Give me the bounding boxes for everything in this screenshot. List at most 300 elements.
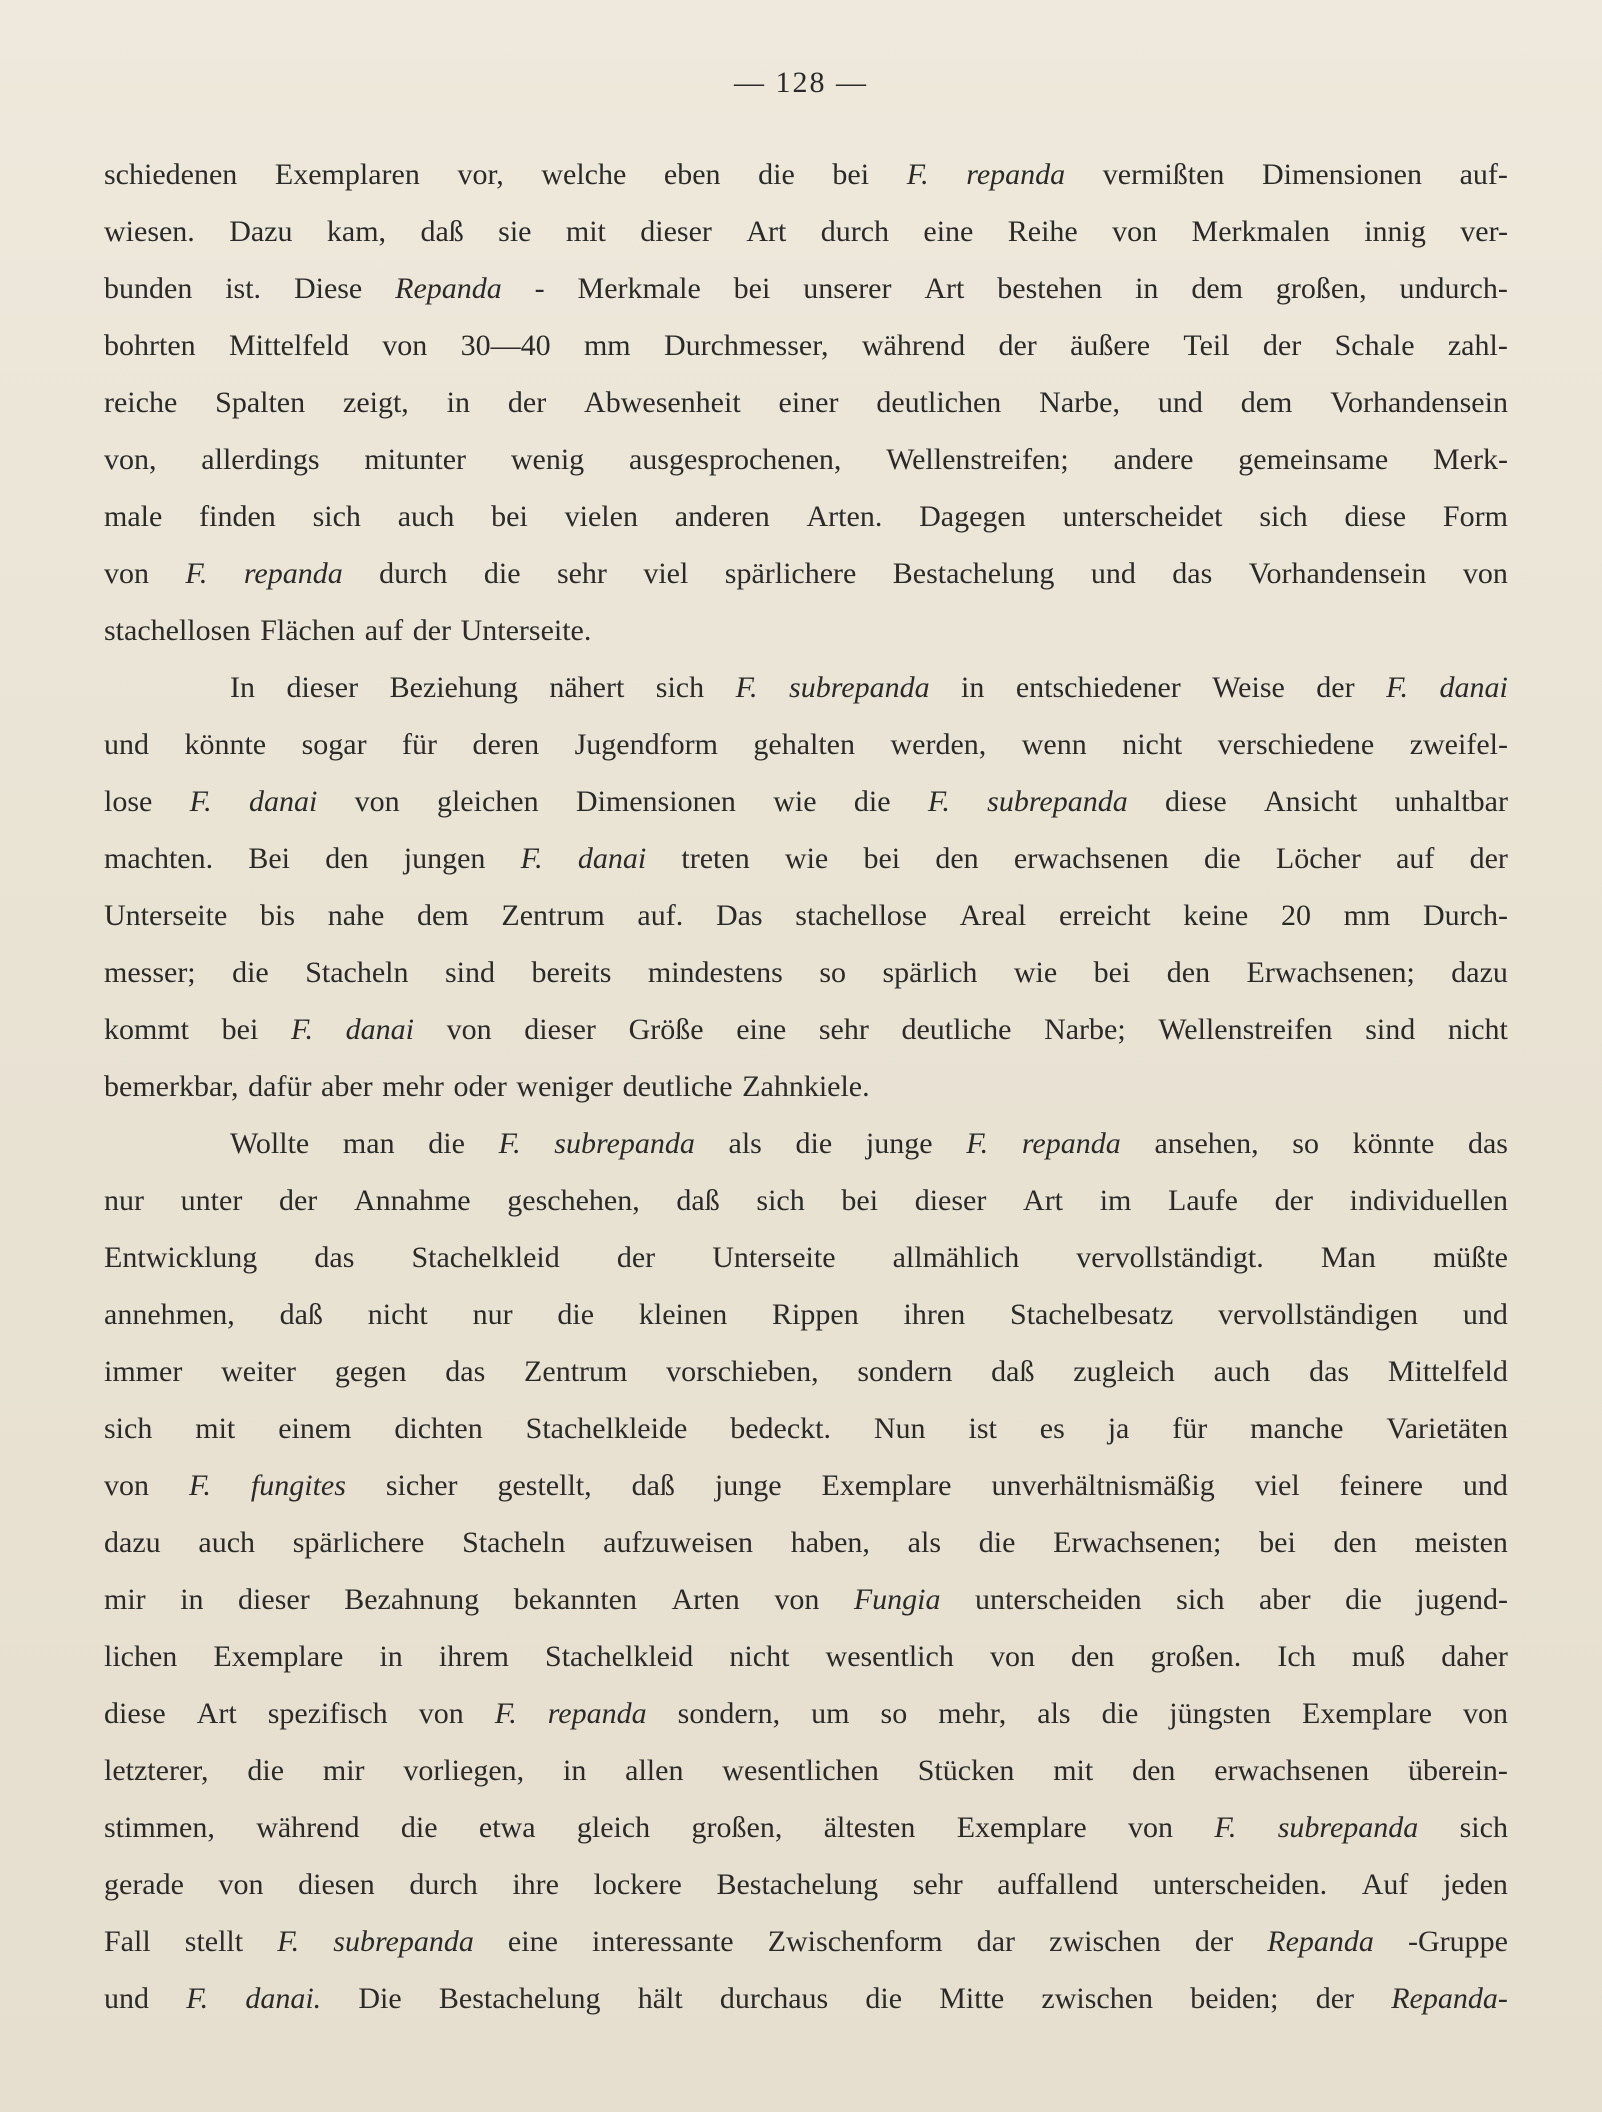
text-line xyxy=(104,1001,1508,1058)
word: vervollständigen xyxy=(1218,1298,1419,1331)
text-line xyxy=(104,1172,1508,1229)
word: auch xyxy=(198,1526,256,1559)
word: die xyxy=(428,1127,465,1160)
word: erwachsenen xyxy=(1214,1754,1370,1787)
word: stachellose xyxy=(795,899,927,932)
word: Exemplare xyxy=(1302,1697,1432,1730)
word: nicht xyxy=(729,1640,790,1673)
word: von xyxy=(1462,1697,1508,1730)
word: bei xyxy=(1259,1526,1296,1559)
word: interessante xyxy=(591,1925,734,1958)
word: und xyxy=(104,728,149,761)
word: Ich xyxy=(1277,1640,1316,1673)
word: dieser xyxy=(640,215,712,248)
word: eine xyxy=(507,1925,558,1958)
word: allen xyxy=(625,1754,684,1787)
text-line xyxy=(104,317,1508,374)
word: dieser xyxy=(286,671,359,704)
italic-word: F. xyxy=(735,671,758,704)
word: Spalten xyxy=(215,386,306,419)
word: aber xyxy=(321,1070,373,1103)
word: gegen xyxy=(334,1355,407,1388)
word: sie xyxy=(498,215,532,248)
word: Dagegen xyxy=(919,500,1026,533)
text-line xyxy=(104,602,1508,659)
word: spärlichere xyxy=(292,1526,425,1559)
word: Vorhandensein xyxy=(1248,557,1427,590)
word: bei xyxy=(1093,956,1131,989)
word: deutlichen xyxy=(876,386,1002,419)
word: ihren xyxy=(903,1298,966,1331)
word: nicht xyxy=(1122,728,1183,761)
word: Exemplaren xyxy=(274,158,420,191)
word: Art xyxy=(924,272,965,305)
word: Zwischenform xyxy=(767,1925,943,1958)
word: andere xyxy=(1113,443,1194,476)
word: die xyxy=(232,956,269,989)
word: feinere xyxy=(1339,1469,1423,1502)
text-line xyxy=(104,1457,1508,1514)
italic-word: F. xyxy=(189,785,212,818)
word: ihrem xyxy=(438,1640,509,1673)
word: von xyxy=(446,1013,492,1046)
italic-word: subrepanda xyxy=(789,671,930,704)
word: sehr xyxy=(556,557,607,590)
text-line xyxy=(104,488,1508,545)
word: 30—40 xyxy=(460,329,551,362)
word: diese xyxy=(104,1697,166,1730)
italic-word: F. xyxy=(1386,671,1409,704)
word: in xyxy=(446,386,471,419)
word: sich xyxy=(312,500,361,533)
word: der xyxy=(507,386,547,419)
word: großen, xyxy=(691,1811,783,1844)
word: und xyxy=(1157,386,1203,419)
word: durchaus xyxy=(719,1982,829,2015)
word: der xyxy=(616,1241,656,1274)
word: dieser xyxy=(524,1013,596,1046)
word: erwachsenen xyxy=(1013,842,1169,875)
word: vorschieben, xyxy=(666,1355,819,1388)
word: ist. xyxy=(225,272,262,305)
text-line xyxy=(104,1799,1508,1856)
word: dem xyxy=(1191,272,1243,305)
word: auf- xyxy=(1459,158,1508,191)
italic-word: danai xyxy=(345,1013,414,1046)
word: spärlich xyxy=(882,956,978,989)
word: stimmen, xyxy=(104,1811,215,1844)
word: Zentrum xyxy=(524,1355,628,1388)
word: auf xyxy=(1396,842,1435,875)
word: Art xyxy=(196,1697,237,1730)
word: Erwachsenen; xyxy=(1053,1526,1222,1559)
word: jugend- xyxy=(1416,1583,1508,1616)
word: dazu xyxy=(104,1526,161,1559)
word: annehmen, xyxy=(104,1298,235,1331)
word: bei xyxy=(733,272,771,305)
word: Man xyxy=(1320,1241,1376,1274)
italic-word: repanda xyxy=(547,1697,647,1730)
word: Teil xyxy=(1183,329,1230,362)
word: ansehen, xyxy=(1154,1127,1259,1160)
word: Dimensionen xyxy=(1262,158,1422,191)
word: Jugendform xyxy=(574,728,718,761)
word: die xyxy=(557,1298,595,1331)
text-line xyxy=(104,203,1508,260)
word: die xyxy=(1101,1697,1139,1730)
word: den xyxy=(1166,956,1211,989)
word: sehr xyxy=(912,1868,963,1901)
word: Zentrum xyxy=(501,899,605,932)
word: es xyxy=(1039,1412,1065,1445)
word: die xyxy=(758,158,795,191)
italic-word: F. xyxy=(1214,1811,1237,1844)
word: der xyxy=(278,1184,318,1217)
word: -Gruppe xyxy=(1408,1925,1508,1958)
word: mindestens xyxy=(647,956,783,989)
word: Dazu xyxy=(229,215,293,248)
word: stachellosen xyxy=(104,614,251,647)
word: viel xyxy=(1254,1469,1300,1502)
word: dichten xyxy=(394,1412,483,1445)
text-line xyxy=(104,1400,1508,1457)
word: Diese xyxy=(293,272,363,305)
word: auf. xyxy=(637,899,684,932)
word: vervollständigt. xyxy=(1076,1241,1264,1274)
word: überein- xyxy=(1407,1754,1508,1787)
word: bestehen xyxy=(997,272,1103,305)
word: Stacheln xyxy=(305,956,409,989)
word: Durchmesser, xyxy=(663,329,829,362)
word: Löcher xyxy=(1275,842,1361,875)
word: bis xyxy=(259,899,295,932)
text-line xyxy=(104,659,1508,716)
word: in xyxy=(961,671,985,704)
text-line xyxy=(104,1229,1508,1286)
word: die xyxy=(853,785,891,818)
word: junge xyxy=(714,1469,782,1502)
word: vorliegen, xyxy=(403,1754,525,1787)
word: Durch- xyxy=(1423,899,1508,932)
word: jüngsten xyxy=(1169,1697,1271,1730)
italic-word: subrepanda xyxy=(987,785,1128,818)
word: einer xyxy=(778,386,839,419)
word: treten xyxy=(681,842,750,875)
word: innig xyxy=(1364,215,1426,248)
word: wesentlichen xyxy=(722,1754,879,1787)
word: Exemplare xyxy=(213,1640,344,1673)
word: von, xyxy=(104,443,157,476)
word: das xyxy=(314,1241,355,1274)
word: wesentlich xyxy=(825,1640,954,1673)
word: bei xyxy=(832,158,870,191)
word: Form xyxy=(1442,500,1508,533)
word: könnte xyxy=(184,728,267,761)
word: wenig xyxy=(510,443,585,476)
word: gleich xyxy=(576,1811,651,1844)
word: Vorhandensein xyxy=(1330,386,1508,419)
word: junge xyxy=(865,1127,933,1160)
word: der xyxy=(998,329,1037,362)
word: auch xyxy=(397,500,455,533)
word: von xyxy=(104,557,149,590)
word: zahl- xyxy=(1447,329,1508,362)
word: manche xyxy=(1250,1412,1344,1445)
italic-word: danai. xyxy=(245,1982,322,2015)
word: Bestachelung xyxy=(438,1982,601,2015)
text-line xyxy=(104,716,1508,773)
word: meisten xyxy=(1414,1526,1508,1559)
word: nahe xyxy=(327,899,385,932)
word: Art xyxy=(746,215,787,248)
italic-word: subrepanda xyxy=(554,1127,695,1160)
word: nicht xyxy=(1447,1013,1508,1046)
word: einem xyxy=(278,1412,352,1445)
word: eine xyxy=(923,215,974,248)
italic-word: danai xyxy=(248,785,318,818)
word: eben xyxy=(663,158,721,191)
text-line xyxy=(104,1514,1508,1571)
word: Art xyxy=(1023,1184,1064,1217)
word: entschiedener xyxy=(1015,671,1181,704)
word: jeden xyxy=(1442,1868,1508,1901)
word: Schale xyxy=(1334,329,1415,362)
word: gerade xyxy=(104,1868,184,1901)
italic-word: repanda xyxy=(243,557,343,590)
text-line xyxy=(104,1058,1508,1115)
word: Bestachelung xyxy=(892,557,1055,590)
word: kleinen xyxy=(638,1298,728,1331)
word: stellt xyxy=(184,1925,244,1958)
italic-word: F. xyxy=(185,557,208,590)
word: Auf xyxy=(1361,1868,1409,1901)
word: Unterseite. xyxy=(460,614,592,647)
word: ältesten xyxy=(823,1811,916,1844)
word: diese xyxy=(1165,785,1227,818)
word: das xyxy=(1467,1127,1508,1160)
word: nur xyxy=(472,1298,513,1331)
word: Flächen xyxy=(260,614,356,647)
italic-word: Repanda xyxy=(395,272,502,305)
word: Stachelkleid xyxy=(545,1640,694,1673)
word: von xyxy=(989,1640,1035,1673)
word: Erwachsenen; xyxy=(1246,956,1415,989)
word: lose xyxy=(104,785,153,818)
word: machten. xyxy=(104,842,214,875)
word: keine xyxy=(1183,899,1249,932)
word: die xyxy=(978,1526,1016,1559)
word: für xyxy=(402,728,438,761)
word: der xyxy=(1194,1925,1234,1958)
word: aufzuweisen xyxy=(603,1526,754,1559)
word: dem xyxy=(417,899,469,932)
italic-word: F. xyxy=(277,1925,300,1958)
word: Mitte xyxy=(939,1982,1005,2015)
word: Abwesenheit xyxy=(584,386,741,419)
word: die xyxy=(400,1811,438,1844)
word: ja xyxy=(1107,1412,1130,1445)
word: Arten. xyxy=(806,500,883,533)
word: Mittelfeld xyxy=(228,329,349,362)
word: äußere xyxy=(1070,329,1151,362)
word: mehr, xyxy=(938,1697,1007,1730)
word: Größe xyxy=(628,1013,704,1046)
text-line xyxy=(104,1286,1508,1343)
word: diesen xyxy=(298,1868,375,1901)
word: anderen xyxy=(674,500,770,533)
word: weiter xyxy=(221,1355,297,1388)
text-line xyxy=(104,1115,1508,1172)
italic-word: danai xyxy=(1439,671,1508,704)
word: wiesen. xyxy=(104,215,195,248)
word: bereits xyxy=(531,956,612,989)
italic-word: Repanda- xyxy=(1391,1982,1508,2015)
word: Narbe; xyxy=(1044,1013,1126,1046)
word: ausgesprochenen, xyxy=(628,443,842,476)
word: unserer xyxy=(803,272,892,305)
word: unverhältnismäßig xyxy=(991,1469,1215,1502)
word: von xyxy=(1462,557,1508,590)
italic-word: Repanda xyxy=(1267,1925,1374,1958)
word: zeigt, xyxy=(343,386,409,419)
word: sich xyxy=(1459,1811,1508,1844)
word: unter xyxy=(180,1184,243,1217)
word: die xyxy=(247,1754,285,1787)
word: der xyxy=(1316,671,1355,704)
word: schiedenen xyxy=(104,158,238,191)
word: immer xyxy=(104,1355,183,1388)
word: Stachelkleid xyxy=(411,1241,560,1274)
italic-word: F. xyxy=(906,158,929,191)
word: etwa xyxy=(478,1811,536,1844)
italic-word: F. xyxy=(186,1982,209,2015)
word: Stacheln xyxy=(462,1526,566,1559)
word: dafür xyxy=(248,1070,312,1103)
word: der xyxy=(1274,1184,1313,1217)
word: von xyxy=(382,329,428,362)
italic-word: F. xyxy=(498,1127,521,1160)
word: Beziehung xyxy=(389,671,518,704)
word: bedeckt. xyxy=(730,1412,831,1445)
word: Exemplare xyxy=(956,1811,1087,1844)
word: lichen xyxy=(104,1640,178,1673)
word: im xyxy=(1099,1184,1132,1217)
italic-word: fungites xyxy=(250,1469,346,1502)
word: sind xyxy=(444,956,495,989)
word: beiden; xyxy=(1190,1982,1279,2015)
word: vielen xyxy=(564,500,638,533)
text-line xyxy=(104,1970,1508,2027)
word: mit xyxy=(565,215,606,248)
word: sich xyxy=(756,1184,805,1217)
word: den xyxy=(1132,1754,1176,1787)
word: durch xyxy=(379,557,448,590)
italic-word: F. xyxy=(927,785,950,818)
word: dar xyxy=(976,1925,1016,1958)
word: mit xyxy=(195,1412,236,1445)
word: Dimensionen xyxy=(575,785,736,818)
word: weniger xyxy=(516,1070,614,1103)
word: Annahme xyxy=(353,1184,471,1217)
word: wenn xyxy=(1021,728,1087,761)
word: wie xyxy=(784,842,829,875)
word: allmählich xyxy=(892,1241,1020,1274)
word: wie xyxy=(1013,956,1058,989)
word: und xyxy=(104,1982,149,2015)
word: Entwicklung xyxy=(104,1241,258,1274)
word: und xyxy=(1462,1469,1508,1502)
word: messer; xyxy=(104,956,196,989)
word: Laufe xyxy=(1168,1184,1238,1217)
word: als xyxy=(1037,1697,1071,1730)
text-line xyxy=(104,374,1508,431)
word: gestellt, xyxy=(497,1469,592,1502)
word: unhaltbar xyxy=(1394,785,1508,818)
word: Fall xyxy=(104,1925,151,1958)
word: erreicht xyxy=(1058,899,1151,932)
word: deren xyxy=(472,728,540,761)
word: Reihe xyxy=(1007,215,1078,248)
word: sind xyxy=(1365,1013,1416,1046)
word: von xyxy=(1112,215,1158,248)
word: mitunter xyxy=(364,443,467,476)
word: daß xyxy=(279,1298,323,1331)
word: die xyxy=(1345,1583,1382,1616)
page-number: — 128 — xyxy=(734,66,868,99)
word: auffallend xyxy=(997,1868,1119,1901)
word: nähert xyxy=(549,671,625,704)
word: daß xyxy=(631,1469,675,1502)
word: eine xyxy=(736,1013,787,1046)
word: unterscheiden. xyxy=(1152,1868,1328,1901)
word: müßte xyxy=(1432,1241,1508,1274)
word: welche xyxy=(541,158,627,191)
word: den xyxy=(325,842,369,875)
word: von xyxy=(104,1469,149,1502)
word: großen, xyxy=(1275,272,1367,305)
word: nicht xyxy=(367,1298,428,1331)
word: ver- xyxy=(1460,215,1508,248)
word: oder xyxy=(453,1070,507,1103)
word: Arten xyxy=(671,1583,740,1616)
word: verschiedene xyxy=(1217,728,1375,761)
word: Merk- xyxy=(1433,443,1508,476)
word: mir xyxy=(322,1754,365,1787)
word: geschehen, xyxy=(507,1184,640,1217)
word: deutliche xyxy=(901,1013,1012,1046)
word: daß xyxy=(420,215,464,248)
word: das xyxy=(1309,1355,1350,1388)
text-line xyxy=(104,146,1508,203)
italic-word: repanda xyxy=(966,158,1066,191)
word: vor, xyxy=(457,158,504,191)
word: viel xyxy=(643,557,689,590)
body-text xyxy=(104,146,1508,2027)
word: von xyxy=(354,785,400,818)
word: in xyxy=(379,1640,403,1673)
italic-word: danai xyxy=(577,842,647,875)
word: gleichen xyxy=(436,785,539,818)
word: wie xyxy=(773,785,817,818)
text-line xyxy=(104,431,1508,488)
word: finden xyxy=(199,500,276,533)
word: Bezahnung xyxy=(344,1583,480,1616)
word: nur xyxy=(104,1184,144,1217)
word: durch xyxy=(409,1868,478,1901)
word: Merkmalen xyxy=(1191,215,1330,248)
word: reiche xyxy=(104,386,178,419)
word: während xyxy=(861,329,966,362)
